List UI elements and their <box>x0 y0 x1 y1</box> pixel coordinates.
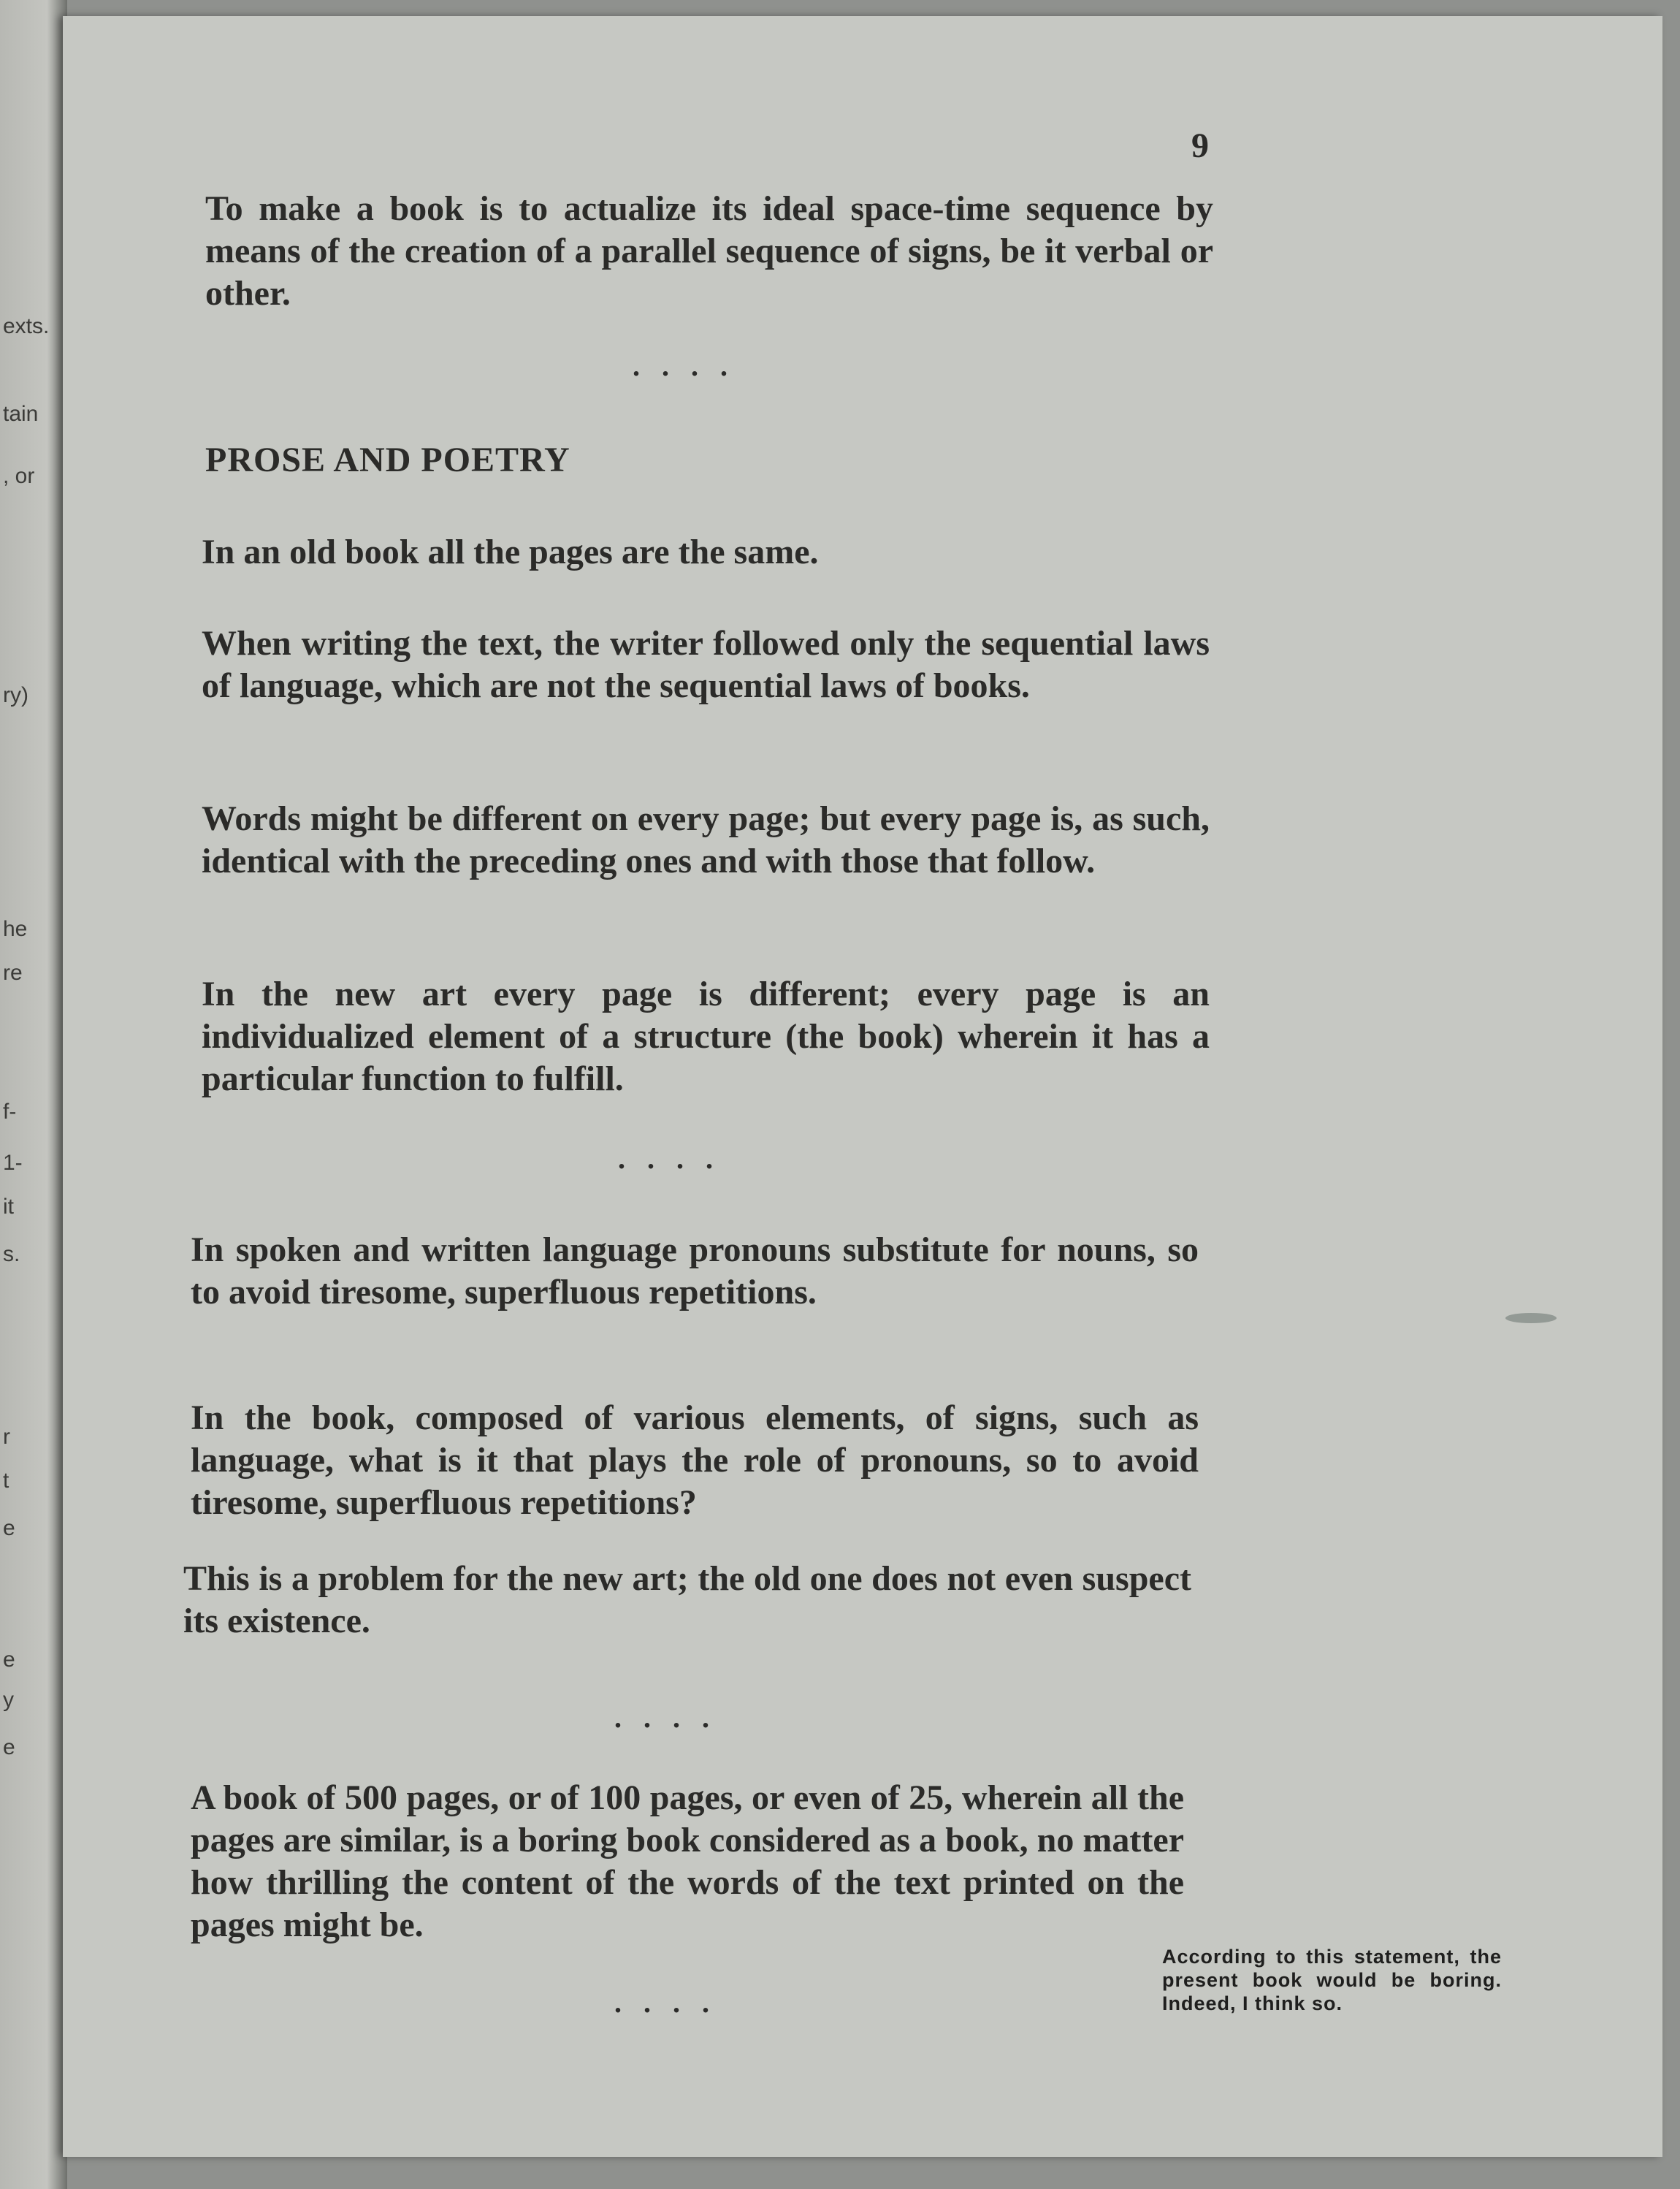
left-fragment: tain <box>3 402 39 426</box>
paragraph-boring-book: A book of 500 pages, or of 100 pages, or even of 25, wherein all the pages are similar, is a boring book considered as a book, no matter how thrilling the content of the words of the text printed on the pages might be. <box>191 1778 1184 1944</box>
paragraph-pronouns: In spoken and written language pronouns substitute for nouns, so to avoid tiresome, superfluous repetitions. <box>191 1230 1199 1312</box>
separator-dots: . . . . <box>614 1986 717 2019</box>
paragraph-signs: In the book, composed of various elements, of signs, such as language, what is it that plays the role of pronouns, so to avoid tiresome, superfluous repetitions? <box>191 1398 1199 1522</box>
paragraph-writer: When writing the text, the writer followed only the sequential laws of language, which are not the sequential laws of books. <box>202 624 1210 705</box>
book-page <box>63 16 1662 2157</box>
left-fragment: , or <box>3 464 35 488</box>
left-fragment: re <box>3 961 23 985</box>
paragraph-old-book: In an old book all the pages are the same. <box>202 533 819 571</box>
left-page-edge <box>0 0 67 2189</box>
separator-dots: . . . . <box>633 349 735 382</box>
separator-dots: . . . . <box>614 1701 717 1734</box>
ink-smudge <box>1505 1313 1557 1323</box>
separator-dots: . . . . <box>618 1142 720 1175</box>
section-heading: PROSE AND POETRY <box>205 441 570 479</box>
left-fragment: he <box>3 917 28 941</box>
left-fragment: e <box>3 1516 15 1540</box>
left-fragment: t <box>3 1469 9 1493</box>
left-fragment: y <box>3 1688 14 1712</box>
left-fragment: e <box>3 1648 15 1672</box>
paragraph-new-art: In the new art every page is different; every page is an individualized element of a structure (the book) wherein it has a particular function to fulfill. <box>202 975 1210 1098</box>
paragraph-make-a-book: To make a book is to actualize its ideal space-time sequence by means of the creation of a parallel sequence of signs, be it verbal or other. <box>205 189 1213 313</box>
paragraph-problem: This is a problem for the new art; the old one does not even suspect its existence. <box>183 1559 1191 1640</box>
paragraph-words: Words might be different on every page; but every page is, as such, identical with the preceding ones and with those that follow. <box>202 799 1210 880</box>
left-fragment: ry) <box>3 683 28 707</box>
left-fragment: exts. <box>3 314 50 338</box>
left-fragment: e <box>3 1735 15 1759</box>
left-fragment: 1- <box>3 1151 23 1175</box>
left-fragment: r <box>3 1425 10 1449</box>
page-number: 9 <box>1191 126 1209 165</box>
left-fragment: s. <box>3 1242 20 1266</box>
left-fragment: it <box>3 1195 14 1219</box>
marginal-note: According to this statement, the present book would be boring. Indeed, I think so. <box>1162 1946 1502 2014</box>
left-fragment: f- <box>3 1100 17 1124</box>
